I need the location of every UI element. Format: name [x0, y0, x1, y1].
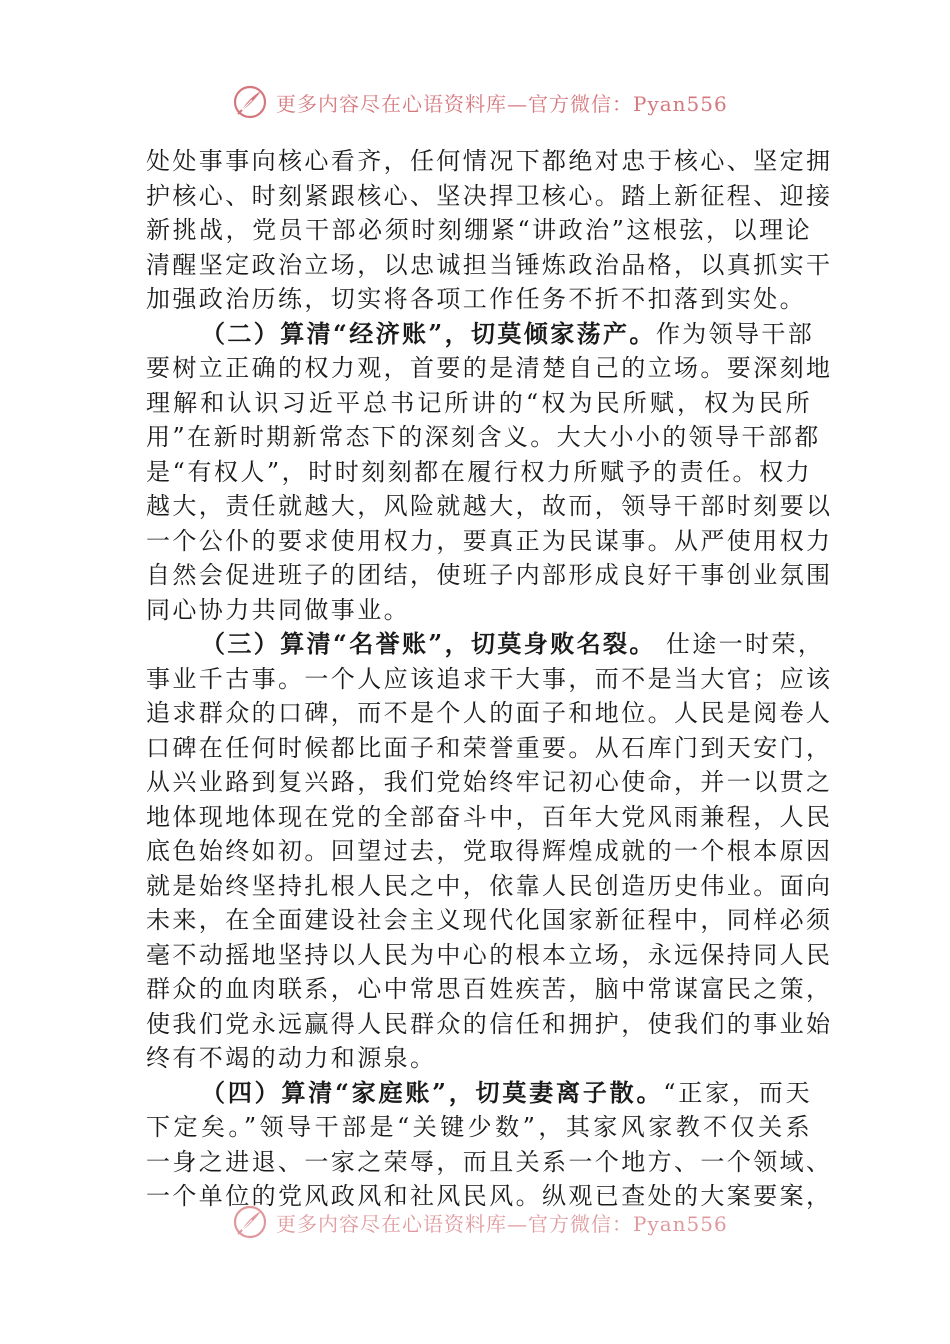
line-text: 作为领导干部 [655, 319, 815, 348]
text-line [146, 903, 833, 938]
text-line [146, 627, 825, 662]
line-text: 从兴业路到复兴路，我们党始终牢记初心使命，并一以贯之 [146, 768, 833, 796]
line-text: 底色始终如初。回望过去，党取得辉煌成就的一个根本原因 [146, 837, 833, 865]
line-text: 群众的血肉联系，心中常思百姓疾苦，脑中常谋富民之策， [146, 975, 833, 1003]
text-line [146, 869, 833, 904]
line-text: 一个单位的党风政风和社风民风。纵观已查处的大案要案， [146, 1182, 833, 1210]
line-text: 下定矣。”领导干部是“关键少数”，其家风家教不仅关系 [146, 1113, 812, 1141]
line-text: 地体现地体现在党的全部奋斗中，百年大党风雨兼程，人民 [146, 802, 833, 831]
line-text: 同心协力共同做事业。 [146, 595, 410, 624]
text-line [146, 938, 833, 973]
line-text: 事业千古事。一个人应该追求干大事，而不是当大官；应该 [146, 664, 833, 693]
text-line [146, 696, 833, 731]
line-text: 自然会促进班子的团结，使班子内部形成良好干事创业氛围 [146, 561, 833, 589]
text-line [146, 351, 833, 386]
section-heading: （四）算清“家庭账”，切莫妻离子散。 [201, 1077, 664, 1107]
watermark-text: 更多内容尽在心语资料库—官方微信：Pyan556 [276, 91, 728, 116]
text-line [146, 455, 812, 490]
text-line [146, 1041, 812, 1076]
text-line [146, 317, 815, 352]
line-text: 使我们党永远赢得人民群众的信任和拥护，使我们的事业始 [146, 1009, 833, 1038]
text-line [146, 1110, 812, 1145]
text-line [146, 593, 812, 628]
text-line [146, 524, 833, 559]
text-line [146, 420, 821, 455]
line-text: 是“有权人”，时时刻刻都在履行权力所赋予的责任。权力 [146, 457, 812, 486]
line-text: 终有不竭的动力和源泉。 [146, 1044, 437, 1072]
line-text: 未来，在全面建设社会主义现代化国家新征程中，同样必须 [146, 906, 833, 934]
watermark-text: 更多内容尽在心语资料库—官方微信：Pyan556 [276, 1211, 728, 1236]
line-text: 仕途一时荣， [655, 630, 825, 658]
text-line [146, 144, 833, 179]
line-text: 一身之进退、一家之荣辱，而且关系一个地方、一个领域、 [146, 1147, 833, 1176]
line-text: 追求群众的口碑，而不是个人的面子和地位。人民是阅卷人 [146, 699, 833, 727]
feather-pen-logo-icon [232, 1204, 268, 1240]
text-line [146, 386, 812, 421]
line-text: 毫不动摇地坚持以人民为中心的根本立场，永远保持同人民 [146, 940, 833, 969]
text-line [146, 179, 833, 214]
line-text: 口碑在任何时候都比面子和荣誉重要。从石库门到天安门， [146, 733, 833, 762]
text-line [146, 1145, 833, 1180]
line-text: 一个公仆的要求使用权力，要真正为民谋事。从严使用权力 [146, 526, 833, 555]
text-line [146, 834, 833, 869]
text-line [146, 800, 833, 835]
watermark-header [232, 82, 752, 122]
text-line [146, 558, 833, 593]
text-line [146, 972, 833, 1007]
text-line [146, 248, 833, 283]
line-text: 新挑战，党员干部必须时刻绷紧“讲政治”这根弦，以理论 [146, 216, 812, 244]
line-text: 用”在新时期新常态下的深刻含义。大大小小的领导干部都 [146, 423, 821, 451]
text-line [146, 1076, 812, 1111]
text-line [146, 765, 833, 800]
line-text: 加强政治历练，切实将各项工作任务不折不扣落到实处。 [146, 285, 806, 313]
text-line [146, 213, 812, 248]
text-line [146, 282, 812, 317]
text-line [146, 662, 833, 697]
line-text: 就是始终坚持扎根人民之中，依靠人民创造历史伟业。面向 [146, 871, 833, 900]
text-line [146, 1007, 833, 1042]
text-line [146, 489, 833, 524]
line-text: 要树立正确的权力观，首要的是清楚自己的立场。要深刻地 [146, 354, 833, 382]
section-heading: （三）算清“名誉账”，切莫身败名裂。 [201, 629, 656, 658]
document-body [146, 144, 833, 1214]
line-text: 理解和认识习近平总书记所讲的“权为民所赋，权为民所 [146, 388, 812, 417]
watermark-footer [232, 1202, 752, 1242]
line-text: 处处事事向核心看齐，任何情况下都绝对忠于核心、坚定拥 [146, 147, 833, 175]
line-text: 护核心、时刻紧跟核心、坚决捍卫核心。踏上新征程、迎接 [146, 181, 833, 210]
text-line [146, 731, 833, 766]
feather-pen-logo-icon [232, 84, 268, 120]
section-heading: （二）算清“经济账”，切莫倾家荡产。 [201, 318, 656, 348]
line-text: “正家，而天 [663, 1078, 813, 1107]
line-text: 清醒坚定政治立场，以忠诚担当锤炼政治品格，以真抓实干 [146, 250, 833, 279]
line-text: 越大，责任就越大，风险就越大，故而，领导干部时刻要以 [146, 492, 833, 520]
